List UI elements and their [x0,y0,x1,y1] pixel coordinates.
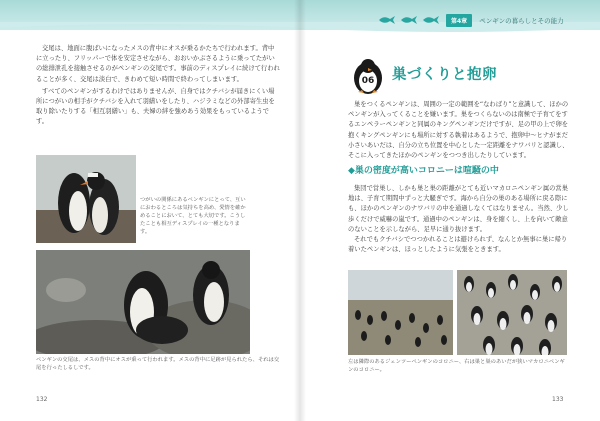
page-number: 132 [36,396,48,403]
photo-gentoo-colony [348,270,453,355]
photo-caption: 左は隣際のあるジェンツーペンギンのコロニー、右は巣と巣のあいだが狭いマカロニペンギンのコロニー。 [348,359,565,373]
section-title: 巣づくりと抱卵 [392,67,497,83]
page-gutter [294,0,306,421]
fish-icon [378,15,396,25]
paragraph: すべてのペンギンがするわけではありませんが、自身ではクチバシが届きにくい場所につがいの相手がクチバシを入れて羽繕いをしたり、ハジラミなどの外部寄生虫を取り除いたりする「相互羽繕い」も、夫婦の絆を強めあう効果をもっているようです。 [36,87,275,126]
paragraph: 交尾は、地面に腹ばいになったメスの背中にオスが乗るかたちで行われます。背中に立ったり、フリッパーで体を安定させながら、おおいかぶさるように乗ってたがいの総排泄孔を接触させるのがペンギンの交尾です。事前のディスプレイに続けて行われることが多く、交尾は淡白で、きわめて短い時間で終わってしまいます。 [36,45,280,83]
fish-icon [422,15,440,25]
badge-number: 06 [361,76,375,86]
paragraph: 巣をつくるペンギンは、周囲の一定の範囲を“なわばり”と意識して、ほかのペンギンが入ってくることを嫌います。巣をつくらないのは南極で子育てをするエンペラーペンギンと同属のキングペンギンだけですが、足の甲の上で卵を抱くキングペンギンにも場所に対する執着はあるようで、抱卵中〜ヒナがまだ小さいあいだは、自分の立ち位置を中心とした一定距離をナワバリと認識し、そこに入ってきたほかのペンギンをつつき出したりしています。 [348,101,569,160]
page-number: 133 [552,396,564,403]
paragraph: 集団で営巣し、しかも巣と巣の距離がとても近いマカロニペンギン属の営巣地は、子育て期間中ずっと大騒ぎです。海から自分の巣のある場所に戻る際にも、ほかのペンギンのナワバリの中を通過しなくてはなりません。当然、少し歩くだけで威嚇の嵐です。通過中のペンギンは、身を縮くし、上を向いて敵意のないことを示しながら、足早に通り抜けます。 [348,185,569,233]
photo-penguin-pair-preening [36,155,136,243]
photo-caption: ペンギンの交尾は、メスの背中にオスが乗って行われます。メスの背中に足跡が見られたら、それは交尾を行ったしるしです。 [36,357,280,371]
right-body-text [348,100,570,161]
left-body-text [36,44,280,130]
photo-caption: つがいの関係にあるペンギンにとって、互いにおわるところは気持ちを高め、愛情を確かめることにおいて、とても大切です。こうしたことも相互ディスプレイの一種となります。 [140,197,246,235]
fish-icon [400,15,418,25]
chapter-title: ペンギンの暮らしとその能力 [479,16,564,25]
photo-macaroni-colony [457,270,567,355]
sub-heading: ◆巣の密度が高いコロニーは喧騒の中 [348,166,499,176]
right-body-text-2 [348,184,570,255]
paragraph: それでもクチバシでつつかれることは避けられず、なんとか無事に巣に帰り着いたペンギンは、ほっとしたように気張をときます。 [348,236,568,254]
penguin-badge-icon [350,58,386,94]
photo-penguin-mating [36,250,250,354]
chapter-tag: 第4章 [446,14,472,27]
chapter-header [378,13,564,27]
section-badge [350,58,386,94]
